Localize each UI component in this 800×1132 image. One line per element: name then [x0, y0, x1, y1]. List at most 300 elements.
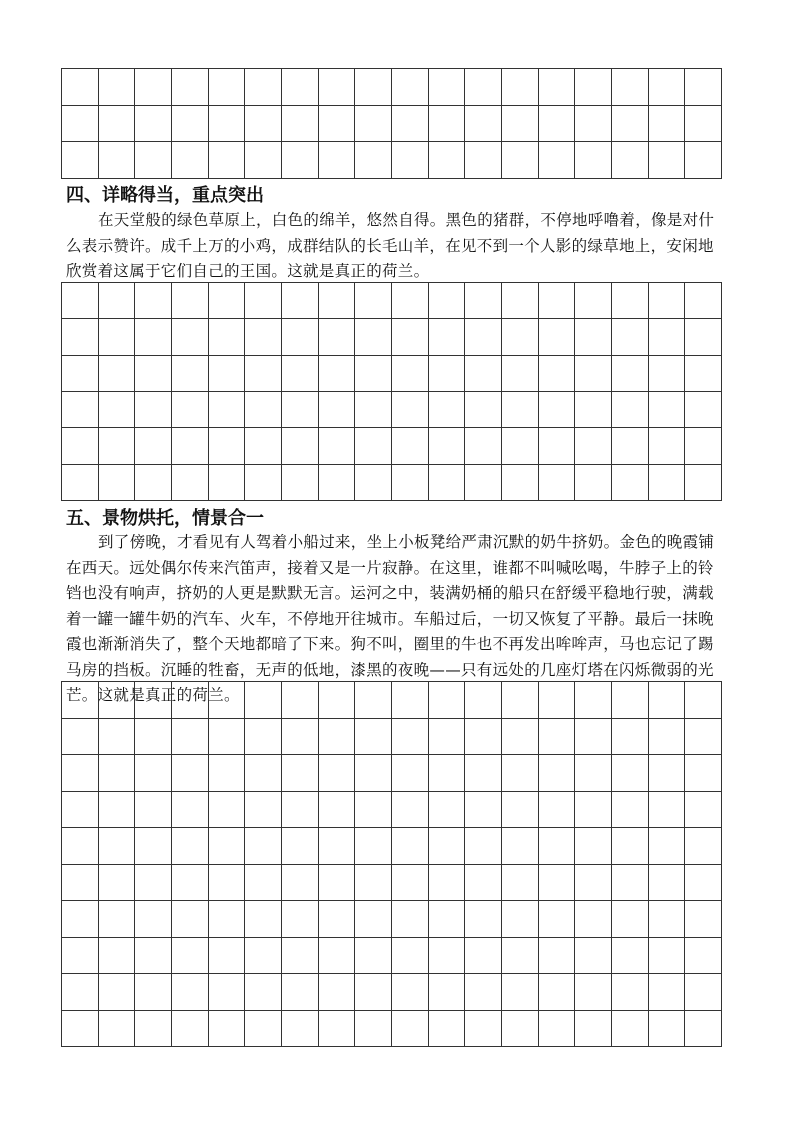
grid-cell: [612, 901, 649, 938]
grid-cell: [502, 1011, 539, 1048]
grid-cell: [649, 682, 686, 719]
grid-cell: [245, 465, 282, 501]
grid-cell: [465, 69, 502, 106]
grid-cell: [539, 319, 576, 355]
paragraph-line: 芒。这就是真正的荷兰。: [66, 686, 240, 704]
grid-cell: [575, 1011, 612, 1048]
grid-cell: [685, 356, 722, 392]
grid-cell: [575, 428, 612, 464]
grid-cell: [685, 106, 722, 143]
grid-cell: [245, 901, 282, 938]
grid-cell: [282, 755, 319, 792]
grid-cell: [245, 938, 282, 975]
grid-cell: [502, 142, 539, 179]
grid-cell: [282, 283, 319, 319]
grid-cell: [209, 755, 246, 792]
grid-cell: [209, 938, 246, 975]
grid-cell: [539, 465, 576, 501]
grid-cell: [355, 428, 392, 464]
grid-cell: [172, 319, 209, 355]
grid-cell: [172, 938, 209, 975]
grid-cell: [575, 865, 612, 902]
grid-cell: [539, 938, 576, 975]
grid-cell: [392, 142, 429, 179]
grid-cell: [135, 283, 172, 319]
grid-cell: [282, 319, 319, 355]
grid-cell: [539, 755, 576, 792]
grid-cell: [355, 901, 392, 938]
grid-cell: [245, 106, 282, 143]
grid-cell: [539, 719, 576, 756]
grid-cell: [392, 69, 429, 106]
grid-cell: [685, 865, 722, 902]
grid-cell: [209, 682, 246, 719]
grid-cell: [99, 428, 136, 464]
grid-cell: [502, 283, 539, 319]
grid-cell: [612, 865, 649, 902]
grid-cell: [685, 755, 722, 792]
grid-cell: [99, 938, 136, 975]
grid-cell: [539, 142, 576, 179]
grid-cell: [575, 719, 612, 756]
grid-cell: [392, 682, 429, 719]
grid-cell: [319, 428, 356, 464]
grid-cell: [245, 1011, 282, 1048]
grid-cell: [392, 938, 429, 975]
grid-cell: [649, 719, 686, 756]
grid-cell: [99, 283, 136, 319]
grid-cell: [685, 428, 722, 464]
grid-cell: [392, 465, 429, 501]
grid-cell: [685, 1011, 722, 1048]
paragraph-line: 马房的挡板。沉睡的牲畜，无声的低地，漆黑的夜晚——只有远处的几座灯塔在闪烁微弱的光: [66, 660, 714, 679]
grid-cell: [429, 283, 466, 319]
grid-cell: [502, 828, 539, 865]
grid-cell: [172, 106, 209, 143]
grid-cell: [355, 69, 392, 106]
grid-cell: [575, 283, 612, 319]
grid-cell: [575, 792, 612, 829]
grid-cell: [355, 682, 392, 719]
grid-cell: [209, 901, 246, 938]
grid-cell: [575, 142, 612, 179]
paragraph-line: 在天堂般的绿色草原上，白色的绵羊，悠然自得。黑色的猪群，不停地呼噜着，像是对什: [98, 211, 715, 229]
grid-cell: [245, 719, 282, 756]
grid-cell: [355, 792, 392, 829]
grid-cell: [685, 392, 722, 428]
grid-cell: [502, 319, 539, 355]
grid-cell: [62, 392, 99, 428]
grid-cell: [429, 828, 466, 865]
grid-cell: [575, 755, 612, 792]
grid-cell: [172, 974, 209, 1011]
grid-cell: [612, 1011, 649, 1048]
grid-cell: [135, 755, 172, 792]
grid-cell: [429, 682, 466, 719]
grid-cell: [392, 1011, 429, 1048]
grid-cell: [172, 69, 209, 106]
grid-cell: [135, 319, 172, 355]
grid-cell: [465, 901, 502, 938]
writing-grid-section-four: [61, 282, 722, 501]
grid-cell: [355, 1011, 392, 1048]
grid-cell: [135, 465, 172, 501]
grid-cell: [392, 755, 429, 792]
grid-cell: [502, 792, 539, 829]
grid-cell: [62, 356, 99, 392]
grid-cell: [612, 142, 649, 179]
grid-cell: [612, 106, 649, 143]
grid-cell: [649, 1011, 686, 1048]
grid-cell: [172, 828, 209, 865]
grid-cell: [612, 356, 649, 392]
grid-cell: [612, 719, 649, 756]
grid-cell: [465, 465, 502, 501]
grid-cell: [209, 356, 246, 392]
grid-cell: [392, 356, 429, 392]
grid-cell: [245, 682, 282, 719]
grid-cell: [612, 283, 649, 319]
grid-cell: [282, 938, 319, 975]
grid-cell: [99, 356, 136, 392]
grid-cell: [319, 142, 356, 179]
paragraph-line: 在西天。远处偶尔传来汽笛声，接着又是一片寂静。在这里，谁都不叫喊吆喝，牛脖子上的铃: [66, 558, 714, 577]
grid-cell: [612, 69, 649, 106]
grid-cell: [209, 428, 246, 464]
grid-cell: [282, 392, 319, 428]
grid-cell: [429, 792, 466, 829]
grid-cell: [429, 1011, 466, 1048]
grid-cell: [62, 69, 99, 106]
grid-cell: [612, 938, 649, 975]
grid-cell: [465, 356, 502, 392]
grid-cell: [62, 865, 99, 902]
grid-cell: [282, 682, 319, 719]
grid-cell: [465, 974, 502, 1011]
grid-cell: [62, 974, 99, 1011]
grid-cell: [99, 682, 136, 719]
grid-cell: [392, 974, 429, 1011]
grid-cell: [282, 865, 319, 902]
grid-cell: [539, 792, 576, 829]
grid-cell: [245, 319, 282, 355]
grid-cell: [99, 465, 136, 501]
grid-cell: [649, 283, 686, 319]
grid-cell: [282, 356, 319, 392]
grid-cell: [392, 319, 429, 355]
grid-cell: [62, 938, 99, 975]
grid-cell: [99, 1011, 136, 1048]
grid-cell: [502, 428, 539, 464]
grid-cell: [429, 719, 466, 756]
grid-cell: [649, 356, 686, 392]
section-five-heading: 五、景物烘托，情景合一: [66, 508, 264, 529]
grid-cell: [429, 142, 466, 179]
grid-cell: [649, 392, 686, 428]
grid-cell: [502, 719, 539, 756]
grid-cell: [282, 142, 319, 179]
grid-cell: [62, 106, 99, 143]
grid-cell: [245, 865, 282, 902]
grid-cell: [649, 69, 686, 106]
grid-cell: [245, 428, 282, 464]
grid-cell: [575, 465, 612, 501]
grid-cell: [612, 465, 649, 501]
grid-cell: [465, 428, 502, 464]
grid-cell: [209, 319, 246, 355]
grid-cell: [539, 901, 576, 938]
grid-cell: [319, 69, 356, 106]
grid-cell: [612, 792, 649, 829]
paragraph-line: 么表示赞许。成千上万的小鸡，成群结队的长毛山羊，在见不到一个人影的绿草地上，安闲地: [66, 236, 714, 255]
grid-cell: [465, 106, 502, 143]
grid-cell: [99, 392, 136, 428]
grid-cell: [429, 974, 466, 1011]
grid-cell: [685, 901, 722, 938]
grid-cell: [282, 974, 319, 1011]
grid-cell: [649, 319, 686, 355]
grid-cell: [539, 428, 576, 464]
grid-cell: [319, 901, 356, 938]
grid-cell: [282, 106, 319, 143]
grid-cell: [172, 1011, 209, 1048]
grid-cell: [62, 1011, 99, 1048]
grid-cell: [575, 106, 612, 143]
grid-cell: [429, 938, 466, 975]
grid-cell: [282, 1011, 319, 1048]
grid-cell: [392, 283, 429, 319]
grid-cell: [575, 901, 612, 938]
grid-cell: [135, 69, 172, 106]
grid-cell: [135, 719, 172, 756]
grid-cell: [465, 865, 502, 902]
grid-cell: [355, 392, 392, 428]
grid-cell: [649, 792, 686, 829]
grid-cell: [245, 828, 282, 865]
grid-cell: [685, 319, 722, 355]
grid-cell: [539, 106, 576, 143]
grid-cell: [685, 465, 722, 501]
grid-cell: [209, 392, 246, 428]
paragraph-line: 欣赏着这属于它们自己的王国。这就是真正的荷兰。: [66, 262, 430, 280]
grid-cell: [135, 142, 172, 179]
grid-cell: [429, 69, 466, 106]
grid-cell: [209, 1011, 246, 1048]
grid-cell: [135, 356, 172, 392]
grid-cell: [135, 792, 172, 829]
grid-cell: [172, 465, 209, 501]
grid-cell: [319, 319, 356, 355]
grid-cell: [355, 719, 392, 756]
grid-cell: [62, 828, 99, 865]
grid-cell: [539, 69, 576, 106]
grid-cell: [135, 682, 172, 719]
grid-cell: [172, 865, 209, 902]
grid-cell: [575, 682, 612, 719]
grid-cell: [429, 319, 466, 355]
grid-cell: [649, 865, 686, 902]
grid-cell: [502, 682, 539, 719]
grid-cell: [465, 682, 502, 719]
grid-cell: [612, 428, 649, 464]
grid-cell: [392, 106, 429, 143]
grid-cell: [575, 392, 612, 428]
grid-cell: [465, 319, 502, 355]
grid-cell: [172, 428, 209, 464]
grid-cell: [99, 901, 136, 938]
grid-cell: [465, 1011, 502, 1048]
grid-cell: [282, 792, 319, 829]
grid-cell: [99, 792, 136, 829]
grid-cell: [319, 755, 356, 792]
grid-cell: [62, 901, 99, 938]
grid-cell: [502, 69, 539, 106]
grid-cell: [282, 69, 319, 106]
grid-cell: [429, 901, 466, 938]
grid-cell: [392, 792, 429, 829]
grid-cell: [319, 682, 356, 719]
grid-cell: [209, 865, 246, 902]
grid-cell: [245, 792, 282, 829]
grid-cell: [392, 392, 429, 428]
grid-cell: [99, 755, 136, 792]
grid-cell: [355, 865, 392, 902]
grid-cell: [429, 392, 466, 428]
grid-cell: [502, 755, 539, 792]
paragraph-line: 到了傍晚，才看见有人驾着小船过来，坐上小板凳给严肃沉默的奶牛挤奶。金色的晚霞铺: [98, 533, 715, 551]
section-four-paragraph: [66, 208, 736, 285]
grid-cell: [539, 392, 576, 428]
grid-cell: [612, 392, 649, 428]
grid-cell: [612, 755, 649, 792]
grid-cell: [172, 755, 209, 792]
writing-grid-section-five: [61, 681, 722, 1047]
grid-cell: [539, 283, 576, 319]
grid-cell: [99, 106, 136, 143]
grid-cell: [135, 428, 172, 464]
grid-cell: [245, 392, 282, 428]
grid-cell: [355, 938, 392, 975]
grid-cell: [502, 356, 539, 392]
grid-cell: [62, 319, 99, 355]
grid-cell: [649, 755, 686, 792]
grid-cell: [502, 901, 539, 938]
grid-cell: [245, 283, 282, 319]
grid-cell: [429, 106, 466, 143]
grid-cell: [245, 755, 282, 792]
grid-cell: [685, 69, 722, 106]
grid-cell: [465, 755, 502, 792]
grid-cell: [355, 465, 392, 501]
grid-cell: [99, 719, 136, 756]
grid-cell: [172, 356, 209, 392]
grid-cell: [649, 142, 686, 179]
grid-cell: [209, 142, 246, 179]
grid-cell: [319, 792, 356, 829]
grid-cell: [649, 428, 686, 464]
paragraph-line: 着一罐一罐牛奶的汽车、火车，不停地开往城市。车船过后，一切又恢复了平静。最后一抹晚: [66, 609, 714, 628]
grid-cell: [539, 682, 576, 719]
grid-cell: [319, 465, 356, 501]
grid-cell: [62, 142, 99, 179]
grid-cell: [245, 356, 282, 392]
grid-cell: [502, 106, 539, 143]
grid-cell: [685, 792, 722, 829]
grid-cell: [612, 682, 649, 719]
grid-cell: [392, 901, 429, 938]
grid-cell: [502, 392, 539, 428]
grid-cell: [539, 974, 576, 1011]
grid-cell: [502, 974, 539, 1011]
grid-cell: [502, 938, 539, 975]
grid-cell: [429, 755, 466, 792]
grid-cell: [392, 828, 429, 865]
grid-cell: [502, 865, 539, 902]
grid-cell: [172, 142, 209, 179]
grid-cell: [62, 792, 99, 829]
grid-cell: [135, 392, 172, 428]
grid-cell: [99, 828, 136, 865]
grid-cell: [62, 719, 99, 756]
grid-cell: [135, 901, 172, 938]
grid-cell: [649, 828, 686, 865]
grid-cell: [172, 682, 209, 719]
grid-cell: [319, 865, 356, 902]
grid-cell: [465, 392, 502, 428]
grid-cell: [282, 428, 319, 464]
grid-cell: [685, 142, 722, 179]
grid-cell: [502, 465, 539, 501]
grid-cell: [392, 865, 429, 902]
grid-cell: [209, 69, 246, 106]
grid-cell: [355, 356, 392, 392]
grid-cell: [685, 828, 722, 865]
grid-cell: [539, 1011, 576, 1048]
grid-cell: [99, 974, 136, 1011]
grid-cell: [575, 319, 612, 355]
grid-cell: [282, 465, 319, 501]
grid-cell: [649, 465, 686, 501]
grid-cell: [539, 865, 576, 902]
grid-cell: [62, 682, 99, 719]
grid-cell: [245, 69, 282, 106]
grid-cell: [465, 283, 502, 319]
grid-cell: [465, 142, 502, 179]
grid-cell: [649, 974, 686, 1011]
grid-cell: [429, 465, 466, 501]
grid-cell: [429, 428, 466, 464]
grid-cell: [612, 319, 649, 355]
grid-cell: [99, 142, 136, 179]
grid-cell: [392, 428, 429, 464]
grid-cell: [209, 974, 246, 1011]
grid-cell: [319, 974, 356, 1011]
grid-cell: [575, 938, 612, 975]
grid-cell: [62, 283, 99, 319]
grid-cell: [429, 356, 466, 392]
grid-cell: [99, 865, 136, 902]
grid-cell: [135, 974, 172, 1011]
grid-cell: [649, 106, 686, 143]
grid-cell: [685, 974, 722, 1011]
grid-cell: [465, 938, 502, 975]
grid-cell: [319, 719, 356, 756]
grid-cell: [209, 719, 246, 756]
grid-cell: [355, 142, 392, 179]
grid-cell: [465, 792, 502, 829]
grid-cell: [575, 974, 612, 1011]
grid-cell: [209, 465, 246, 501]
